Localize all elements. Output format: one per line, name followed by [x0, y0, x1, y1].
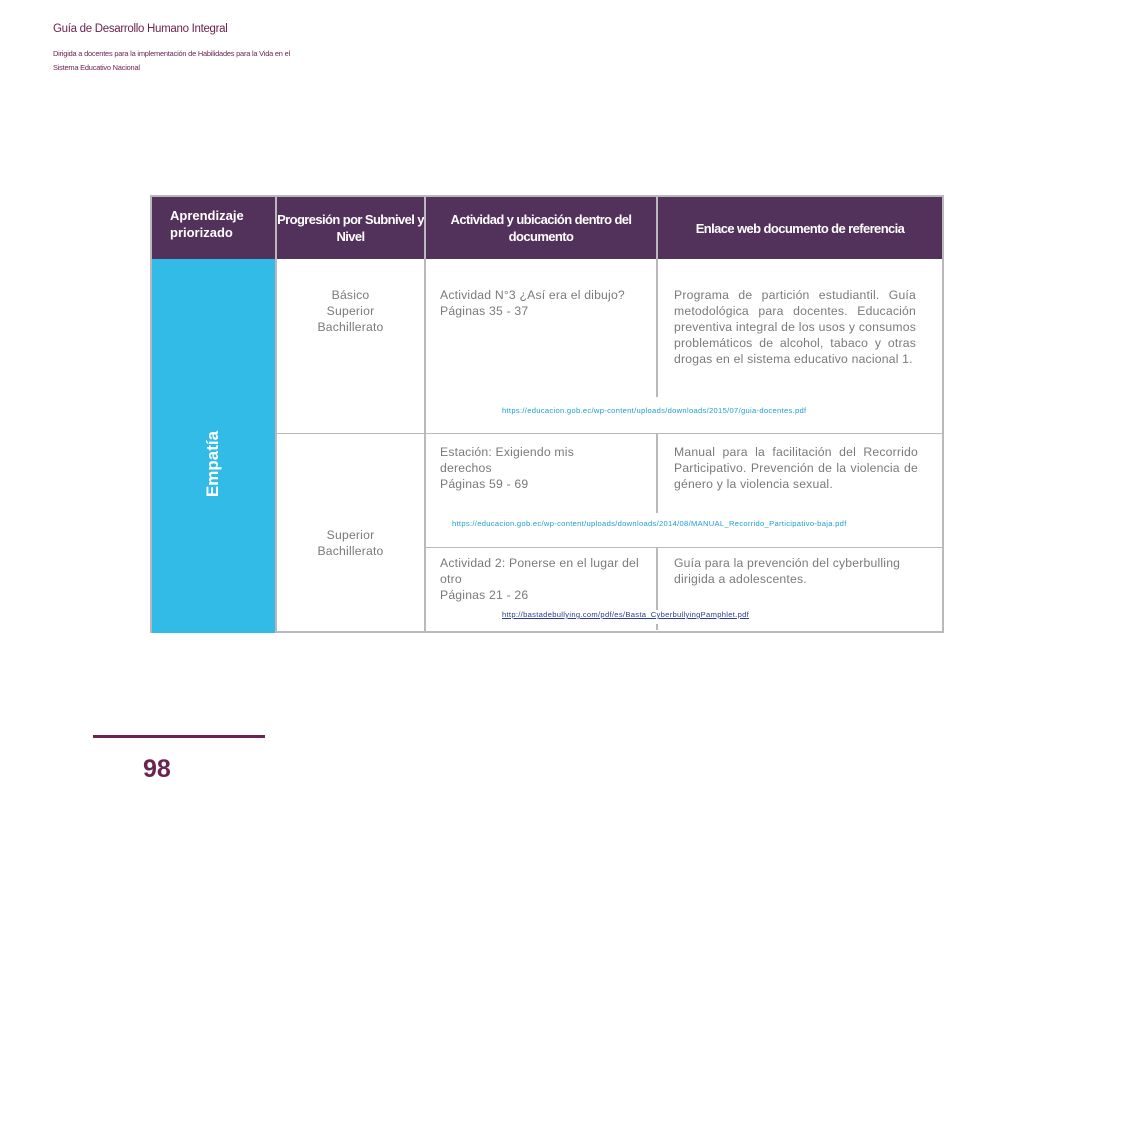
column-divider [656, 433, 658, 513]
column-divider [424, 197, 426, 633]
column-divider [656, 197, 658, 397]
levels-cell: Superior Bachillerato [317, 528, 384, 558]
reference-cell: Manual para la facilitación del Recorrido Participativo. Prevención de la violencia de género y la violencia sexual. [674, 445, 918, 491]
learning-cell [152, 259, 275, 633]
levels-cell: Básico Superior Bachillerato [317, 288, 384, 334]
document-title: Guía de Desarrollo Humano Integral [53, 23, 228, 35]
activity-cell: Estación: Exigiendo mis derechos Páginas 59 - 69 [440, 445, 574, 491]
footer-rule [93, 735, 265, 738]
table-header-row [152, 197, 942, 259]
column-divider [656, 547, 658, 614]
reference-cell: Programa de partición estudiantil. Guía metodológica para docentes. Educación preventiva integral de los usos y consumos problemáticos de alcohol, tabaco y otras drogas en el sistema educativo nacional 1. [674, 288, 916, 366]
reference-table [150, 195, 944, 633]
column-header-reference: Enlace web documento de referencia [695, 220, 905, 236]
reference-link[interactable]: http://bastadebullying.com/pdf/es/Basta_CyberbullyingPamphlet.pdf [502, 610, 750, 619]
column-header-progression: Progresión por Subnivel y Nivel [277, 212, 424, 244]
column-header-learning: Aprendizaje priorizado [170, 208, 244, 240]
reference-link[interactable]: https://educacion.gob.ec/wp-content/uploads/downloads/2015/07/guia-docentes.pdf [502, 406, 807, 415]
row-divider [277, 433, 942, 434]
reference-cell: Guía para la prevención del cyberbulling dirigida a adolescentes. [674, 556, 901, 586]
activity-cell: Actividad N°3 ¿Así era el dibujo? Páginas 35 - 37 [440, 288, 625, 318]
column-header-activity: Actividad y ubicación dentro del documento [450, 212, 632, 244]
column-divider [656, 624, 658, 630]
column-divider [275, 197, 277, 633]
document-subtitle: Dirigida a docentes para la implementación de Habilidades para la Vida en el Sistema Educativo Nacional [53, 49, 290, 72]
row-divider [426, 547, 942, 548]
page-number: 98 [143, 755, 171, 783]
reference-link[interactable]: https://educacion.gob.ec/wp-content/uploads/downloads/2014/08/MANUAL_Recorrido_Participativo-baja.pdf [452, 519, 847, 528]
activity-cell: Actividad 2: Ponerse en el lugar del otro Páginas 21 - 26 [440, 556, 639, 602]
learning-label: Empatía [203, 430, 222, 498]
